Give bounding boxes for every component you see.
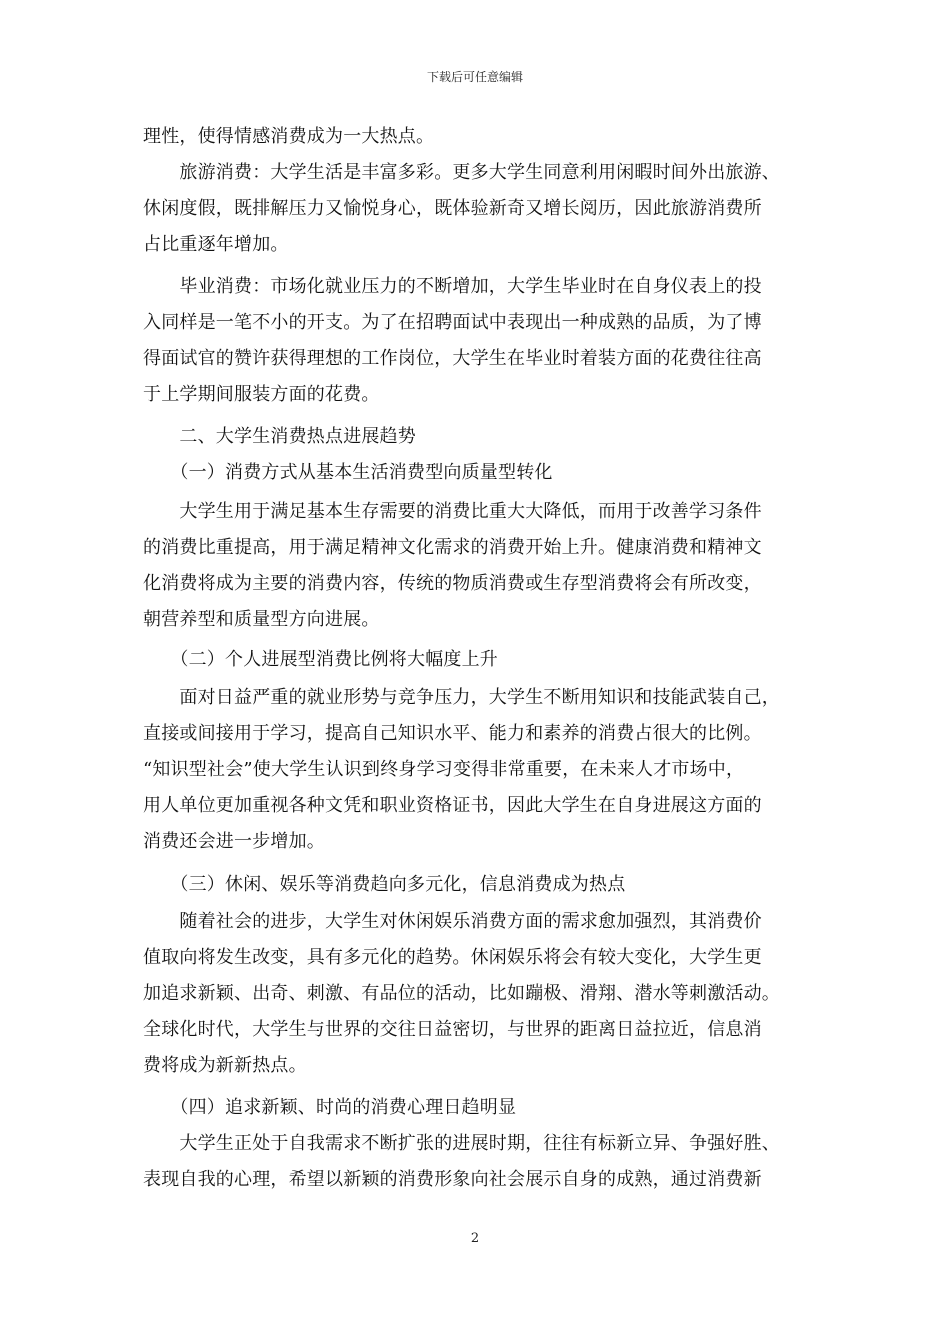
text-line: 直接或间接用于学习，提高自己知识水平、能力和素养的消费占很大的比例。 [143, 723, 762, 744]
text-line: 朝营养型和质量型方向进展。 [143, 609, 380, 630]
text-line: 加追求新颖、出奇、刺激、有品位的活动，比如蹦极、滑翔、潜水等刺激活动。 [143, 983, 780, 1004]
text-line: 入同样是一笔不小的开支。为了在招聘面试中表现出一种成熟的品质，为了博 [143, 312, 762, 333]
text-line: 面对日益严重的就业形势与竞争压力，大学生不断用知识和技能武装自己， [143, 687, 780, 708]
text-line: “知识型社会”使大学生认识到终身学习变得非常重要，在未来人才市场中， [143, 759, 745, 780]
section-heading: 二、大学生消费热点进展趋势 [143, 426, 416, 447]
text-line: 随着社会的进步，大学生对休闲娱乐消费方面的需求愈加强烈，其消费价 [143, 911, 762, 932]
page-header: 下载后可任意编辑 [426, 70, 523, 84]
text-line: 化消费将成为主要的消费内容，传统的物质消费或生存型消费将会有所改变， [143, 573, 762, 594]
text-line: 毕业消费：市场化就业压力的不断增加，大学生毕业时在自身仪表上的投 [143, 276, 762, 297]
subsection-heading: （一）消费方式从基本生活消费型向质量型转化 [143, 462, 553, 483]
text-line: 占比重逐年增加。 [143, 234, 289, 255]
text-line: 得面试官的赞许获得理想的工作岗位，大学生在毕业时着装方面的花费往往高 [143, 348, 762, 369]
text-line: 休闲度假，既排解压力又愉悦身心，既体验新奇又增长阅历，因此旅游消费所 [143, 198, 762, 219]
text-line: 的消费比重提高，用于满足精神文化需求的消费开始上升。健康消费和精神文 [143, 537, 762, 558]
subsection-heading: （四）追求新颖、时尚的消费心理日趋明显 [143, 1097, 517, 1118]
subsection-heading: （三）休闲、娱乐等消费趋向多元化，信息消费成为热点 [143, 874, 626, 895]
text-line: 用人单位更加重视各种文凭和职业资格证书，因此大学生在自身进展这方面的 [143, 795, 762, 816]
text-line: 值取向将发生改变，具有多元化的趋势。休闲娱乐将会有较大变化，大学生更 [143, 947, 762, 968]
text-line: 理性，使得情感消费成为一大热点。 [143, 126, 435, 147]
text-line: 全球化时代，大学生与世界的交往日益密切，与世界的距离日益拉近，信息消 [143, 1019, 762, 1040]
text-line: 于上学期间服装方面的花费。 [143, 384, 380, 405]
text-line: 费将成为新新热点。 [143, 1055, 307, 1076]
text-line: 大学生用于满足基本生存需要的消费比重大大降低，而用于改善学习条件 [143, 501, 762, 522]
text-line: 消费还会进一步增加。 [143, 831, 325, 852]
text-line: 大学生正处于自我需求不断扩张的进展时期，往往有标新立异、争强好胜、 [143, 1133, 780, 1154]
subsection-heading: （二）个人进展型消费比例将大幅度上升 [143, 649, 498, 670]
text-line: 表现自我的心理，希望以新颖的消费形象向社会展示自身的成熟，通过消费新 [143, 1169, 762, 1190]
page-number: 2 [470, 1231, 480, 1246]
text-line: 旅游消费：大学生活是丰富多彩。更多大学生同意利用闲暇时间外出旅游、 [143, 162, 780, 183]
